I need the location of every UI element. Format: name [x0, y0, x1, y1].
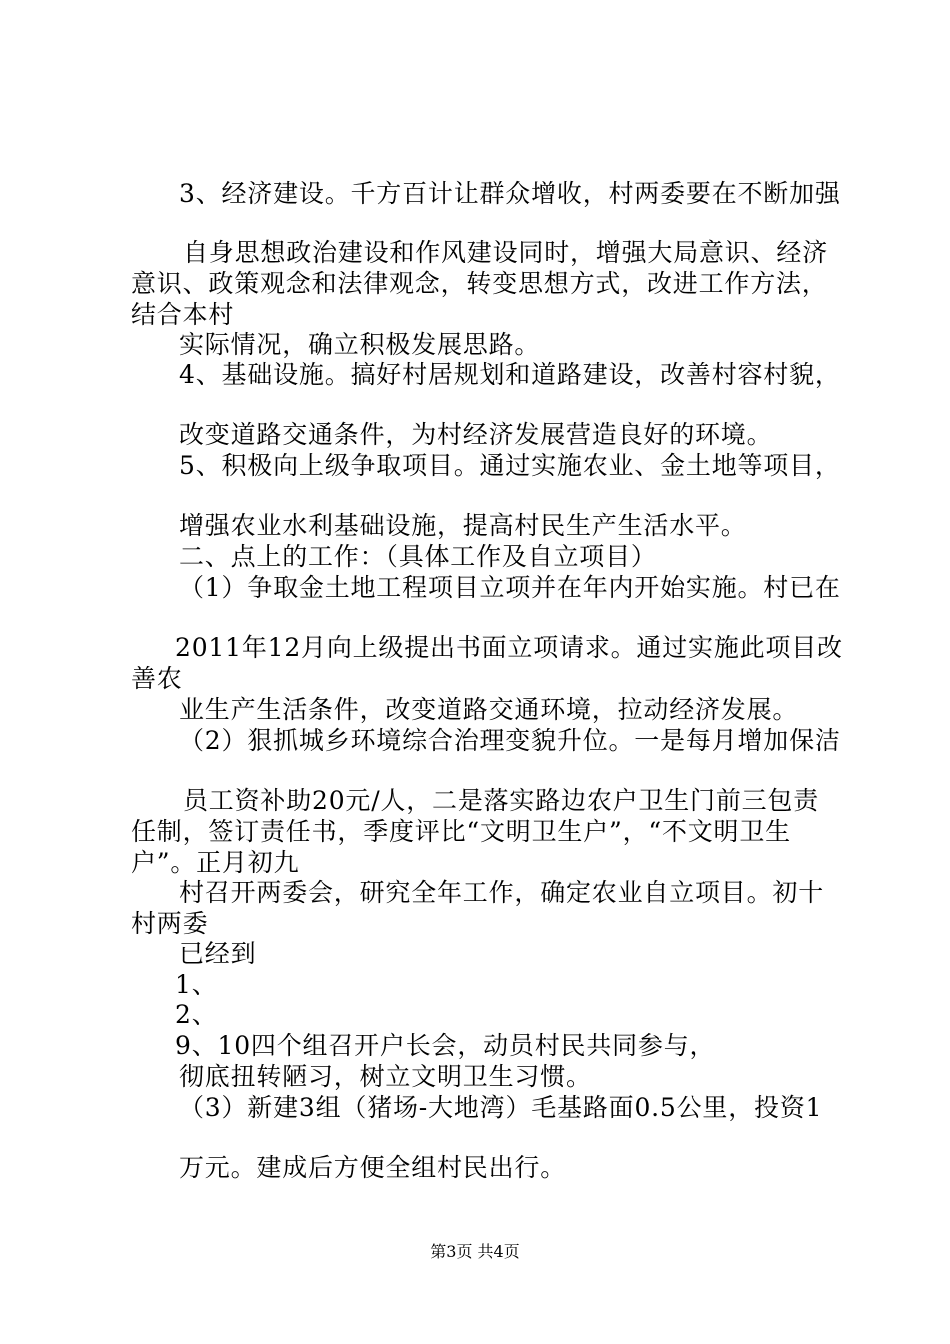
- paragraph-line: 2011年12月向上级提出书面立项请求。通过实施此项目改: [175, 633, 843, 662]
- paragraph-line: 9、10四个组召开户长会，动员村民共同参与，: [175, 1031, 716, 1060]
- paragraph-line: 意识、政策观念和法律观念，转变思想方式，改进工作方法，: [131, 269, 828, 298]
- paragraph-line: 结合本村: [131, 300, 235, 329]
- paragraph-line: 彻底扭转陋习，树立文明卫生习惯。: [179, 1062, 592, 1091]
- paragraph-line: 村召开两委会，研究全年工作，确定农业自立项目。初十: [179, 878, 825, 907]
- paragraph-line: 任制，签订责任书，季度评比“文明卫生户”，“不文明卫生: [131, 817, 791, 846]
- paragraph-line: （1）争取金土地工程项目立项并在年内开始实施。村已在: [179, 573, 841, 602]
- paragraph-line: 改变道路交通条件，为村经济发展营造良好的环境。: [179, 420, 773, 449]
- paragraph-line: 二、点上的工作：（具体工作及自立项目）: [179, 542, 657, 571]
- paragraph-line: 2、: [175, 1000, 218, 1029]
- paragraph-line: 4、基础设施。搞好村居规划和道路建设，改善村容村貌，: [179, 360, 841, 389]
- paragraph-line: （3）新建3组（猪场-大地湾）毛基路面0.5公里，投资1: [179, 1093, 823, 1122]
- paragraph-line: 增强农业水利基础设施，提高村民生产生活水平。: [179, 511, 747, 540]
- paragraph-line: 户”。正月初九: [131, 848, 300, 877]
- paragraph-line: 已经到: [179, 939, 257, 968]
- paragraph-line: 业生产生活条件，改变道路交通环境，拉动经济发展。: [179, 695, 799, 724]
- paragraph-line: （2）狠抓城乡环境综合治理变貌升位。一是每月增加保洁: [179, 726, 841, 755]
- paragraph-line: 善农: [131, 664, 183, 693]
- paragraph-line: 村两委: [131, 909, 209, 938]
- paragraph-line: 1、: [175, 970, 218, 999]
- paragraph-line: 员工资补助20元/人，二是落实路边农户卫生门前三包责: [183, 786, 820, 815]
- paragraph-line: 万元。建成后方便全组村民出行。: [179, 1153, 567, 1182]
- paragraph-line: 3、经济建设。千方百计让群众增收，村两委要在不断加强: [179, 179, 841, 208]
- paragraph-line: 5、积极向上级争取项目。通过实施农业、金土地等项目，: [179, 451, 841, 480]
- page-number-footer: 第3页 共4页: [430, 1242, 520, 1261]
- paragraph-line: 自身思想政治建设和作风建设同时，增强大局意识、经济: [183, 238, 829, 267]
- paragraph-line: 实际情况，确立积极发展思路。: [179, 330, 541, 359]
